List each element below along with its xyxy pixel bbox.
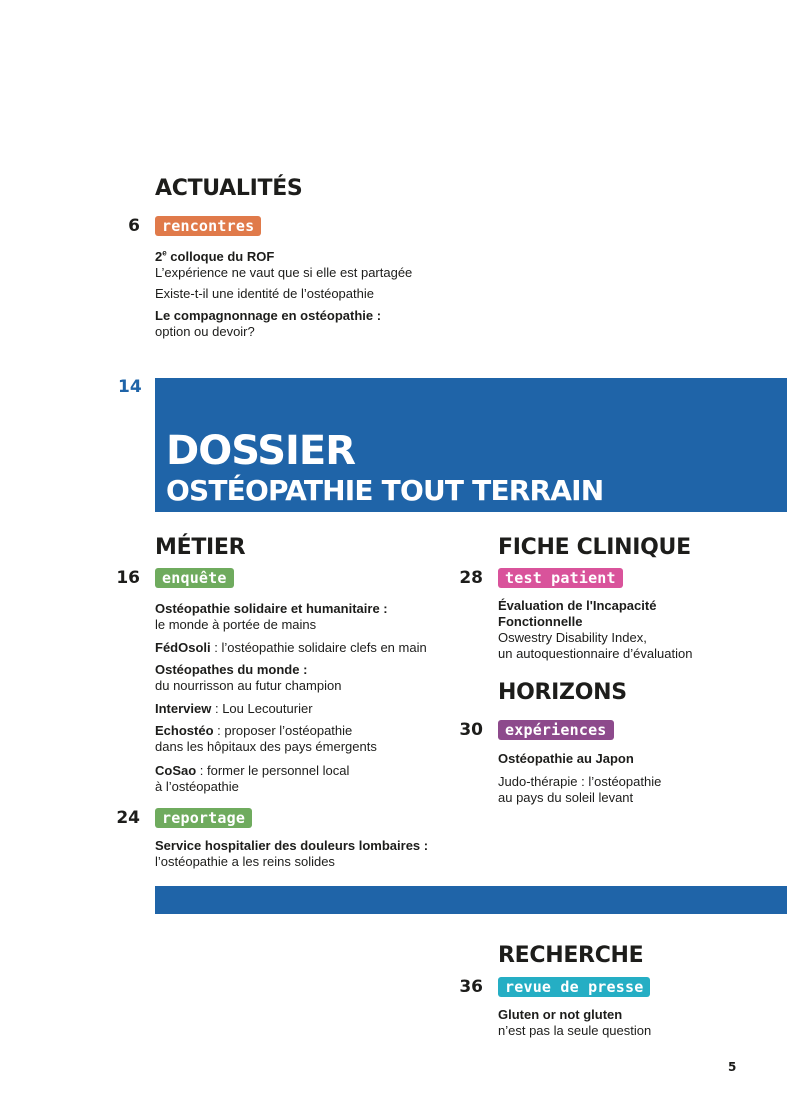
fiche-entry-1[interactable] xyxy=(498,598,778,662)
entry-title: Service hospitalier des douleurs lombaires : xyxy=(155,838,429,853)
page-folio: 5 xyxy=(728,1060,737,1074)
dossier-page-number: 14 xyxy=(118,377,142,397)
entry-title: 2e colloque du ROF xyxy=(155,249,275,265)
entry-title: Le compagnonnage en ostéopathie : xyxy=(155,308,382,323)
entry-title: Évaluation de l'Incapacité xyxy=(498,598,657,613)
entry-subtitle: l’ostéopathie a les reins solides xyxy=(155,854,335,869)
recherche-title: RECHERCHE xyxy=(498,943,644,968)
horizons-entry-1[interactable] xyxy=(498,751,778,767)
enquete-entry-6[interactable] xyxy=(155,763,455,795)
dossier-subtitle: OSTÉOPATHIE TOUT TERRAIN xyxy=(166,474,604,507)
tag-experiences: expériences xyxy=(498,720,614,740)
entry-rest: : Lou Lecouturier xyxy=(211,701,313,716)
recherche-entry-1[interactable] xyxy=(498,1007,778,1039)
horizons-entry-2[interactable] xyxy=(498,774,778,806)
entry-title: Echostéo xyxy=(155,723,214,738)
enquete-page-number: 16 xyxy=(116,568,140,588)
fiche-page-number: 28 xyxy=(459,568,483,588)
entry-title: Ostéopathie au Japon xyxy=(498,751,634,766)
entry-title: CoSao xyxy=(155,763,197,778)
entry-subtitle: au pays du soleil levant xyxy=(498,790,634,805)
tag-revue-de-presse: revue de presse xyxy=(498,977,650,997)
dossier-title: DOSSIER xyxy=(166,428,356,474)
tag-reportage: reportage xyxy=(155,808,252,828)
entry-subtitle: Oswestry Disability Index, xyxy=(498,630,647,645)
enquete-entry-5[interactable] xyxy=(155,723,455,755)
horizons-page-number: 30 xyxy=(459,720,483,740)
entry-subtitle: à l’ostéopathie xyxy=(155,779,239,794)
entry-subtitle: option ou devoir? xyxy=(155,324,255,339)
section-divider-band xyxy=(155,886,787,914)
enquete-entry-1[interactable] xyxy=(155,601,455,633)
entry-title: FédOsoli xyxy=(155,640,211,655)
dossier-banner[interactable] xyxy=(155,378,787,512)
tag-rencontres: rencontres xyxy=(155,216,261,236)
entry-title: Existe-t-il une identité de l’ostéopathie xyxy=(155,286,374,301)
tag-test-patient: test patient xyxy=(498,568,623,588)
tag-enquete: enquête xyxy=(155,568,234,588)
entry-rest: : former le personnel local xyxy=(196,763,350,778)
entry-title: Ostéopathie solidaire et humanitaire : xyxy=(155,601,388,616)
metier-title: MÉTIER xyxy=(155,535,246,560)
enquete-entry-2[interactable] xyxy=(155,640,455,656)
reportage-page-number: 24 xyxy=(116,808,140,828)
entry-title: Gluten or not gluten xyxy=(498,1007,623,1022)
actualites-entry-3[interactable] xyxy=(155,308,475,340)
entry-title-line2: Fonctionnelle xyxy=(498,614,583,629)
entry-rest: : proposer l’ostéopathie xyxy=(213,723,353,738)
entry-subtitle: le monde à portée de mains xyxy=(155,617,317,632)
actualites-title: ACTUALITÉS xyxy=(155,176,303,201)
enquete-entry-4[interactable] xyxy=(155,701,455,717)
actualites-entry-2[interactable] xyxy=(155,286,475,302)
entry-subtitle: L’expérience ne vaut que si elle est partagée xyxy=(155,265,413,281)
fiche-clinique-title: FICHE CLINIQUE xyxy=(498,535,691,560)
entry-subtitle: du nourrisson au futur champion xyxy=(155,678,342,693)
entry-rest: : l’ostéopathie solidaire clefs en main xyxy=(210,640,427,655)
entry-subtitle: dans les hôpitaux des pays émergents xyxy=(155,739,377,754)
actualites-page-number: 6 xyxy=(128,216,140,236)
actualites-entry-1[interactable] xyxy=(155,246,475,281)
entry-title: Judo-thérapie : l’ostéopathie xyxy=(498,774,662,789)
entry-title: Ostéopathes du monde : xyxy=(155,662,308,677)
entry-title: Interview xyxy=(155,701,212,716)
reportage-entry-1[interactable] xyxy=(155,838,455,870)
recherche-page-number: 36 xyxy=(459,977,483,997)
entry-subtitle-line2: un autoquestionnaire d’évaluation xyxy=(498,646,693,661)
enquete-entry-3[interactable] xyxy=(155,662,455,694)
horizons-title: HORIZONS xyxy=(498,680,627,705)
entry-subtitle: n’est pas la seule question xyxy=(498,1023,652,1038)
